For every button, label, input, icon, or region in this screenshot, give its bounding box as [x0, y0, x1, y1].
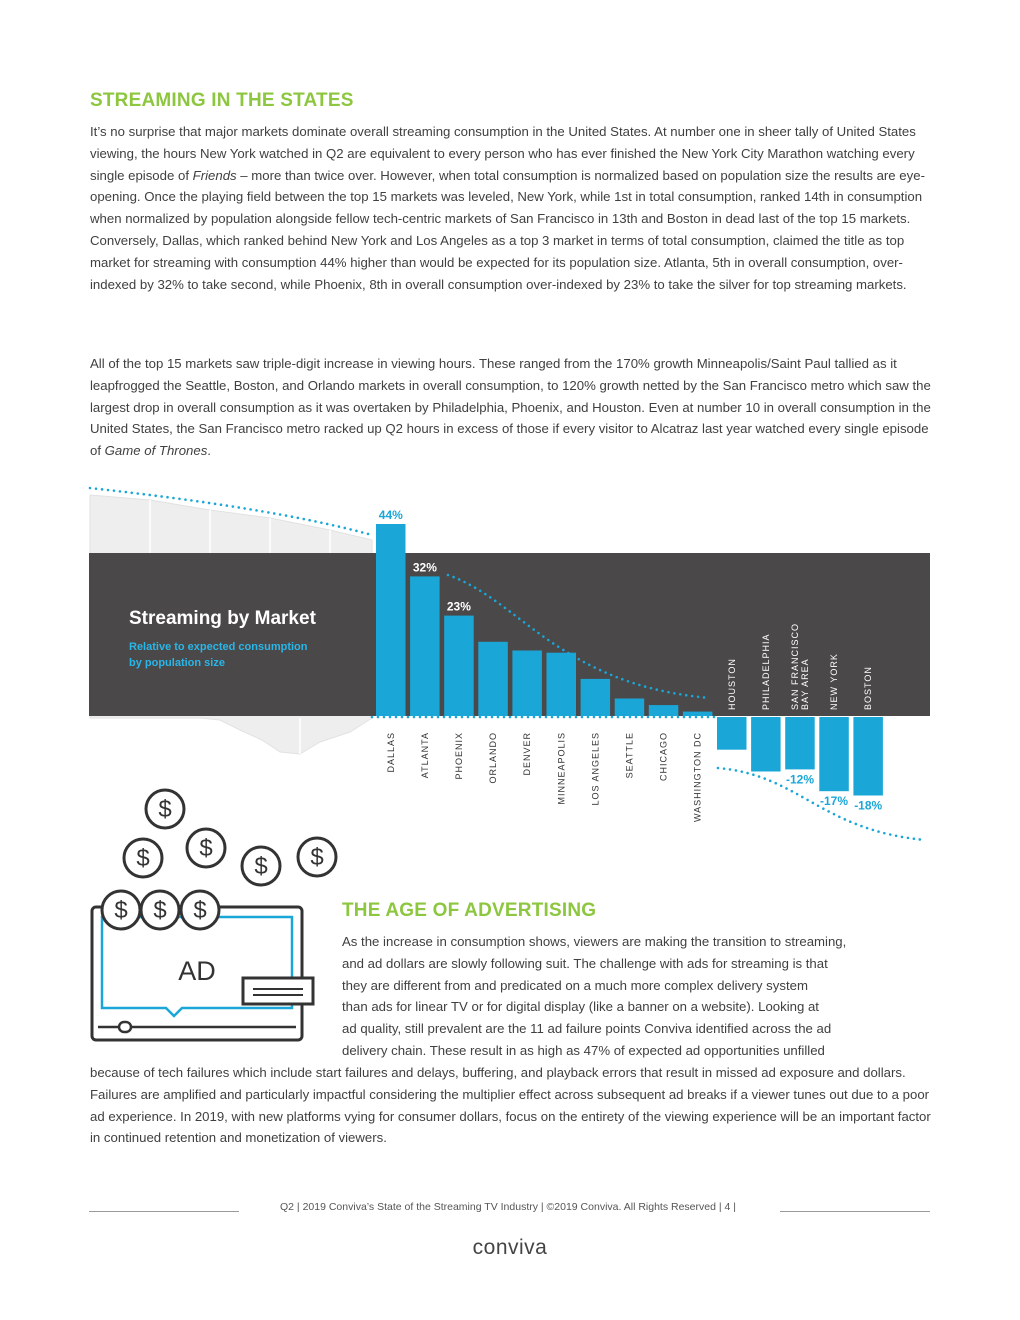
value-label: -18%	[854, 798, 883, 813]
banner-ad-icon	[243, 978, 313, 1004]
footer-rule-left	[89, 1211, 239, 1212]
category-label: ATLANTA	[419, 732, 430, 779]
category-label: SAN FRANCISCO	[790, 622, 800, 710]
ad-illustration	[85, 780, 345, 1050]
category-label: PHOENIX	[453, 732, 464, 780]
dollar-sign-icon: $	[114, 897, 128, 924]
ad-text: AD	[178, 956, 216, 986]
category-label: MINNEAPOLIS	[556, 732, 567, 805]
footer-rule-right	[780, 1211, 930, 1212]
chart-subtitle-line-2: by population size	[129, 657, 225, 669]
advertising-line: delivery chain. These result in as high as 47% of expected ad opportunities unfilled	[342, 1042, 825, 1058]
bar-denver	[512, 651, 542, 717]
category-label: HOUSTON	[726, 658, 737, 710]
bar-san-francisco-bay-area	[785, 717, 815, 769]
bar-philadelphia	[751, 717, 781, 772]
advertising-paragraph-rest: because of tech failures which include start failures and delays, buffering, and playback errors that result in missed ad exposure and dollars. Failures are amplified and particularly impactful considering the multiplier effect across subsequent ad breaks if a viewer tunes out due to a poor ad experience. In 2019, with new platforms vying for consumer dollars, focus on the entirety of the viewing experience will be an important factor in continued retention and monetization of viewers.	[90, 1065, 931, 1146]
bar-dallas	[376, 524, 406, 716]
dollar-sign-icon: $	[153, 897, 167, 924]
advertising-line: As the increase in consumption shows, viewers are making the transition to streaming,	[342, 934, 847, 949]
advertising-line: and ad dollars are slowly following suit. The challenge with ads for streaming is that	[342, 955, 828, 971]
streaming-paragraph-1: It’s no surprise that major markets dominate overall streaming consumption in the United States. At number one in sheer tally of United States viewing, the hours New York watched in Q2 are equivalent to every person who has ever finished the New York City Marathon watching every single episode of Friends – more than twice over. However, when total consumption is normalized based on population size the results are eye-opening. Once the playing field between the top 15 markets was leveled, New York, while 1st in total consumption, ranked 14th in consumption when normalized by population alongside fellow tech-centric markets of San Francisco in 13th and Boston in dead last of the top 15 markets. Conversely, Dallas, which ranked behind New York and Los Angeles as a top 3 market in terms of total consumption, claimed the title as top market for streaming with consumption 44% higher than would be expected for its population size. Atlanta, 5th in overall consumption, over-indexed by 32% to take second, while Phoenix, 8th in overall consumption over-indexed by 23% to take the silver for top streaming markets.	[90, 124, 925, 292]
bar-seattle	[615, 699, 645, 717]
section-heading-streaming: STREAMING IN THE STATES	[90, 90, 354, 111]
category-label: ORLANDO	[488, 732, 499, 784]
dollar-sign-icon: $	[254, 853, 268, 880]
category-label: PHILADELPHIA	[760, 633, 771, 710]
streaming-paragraph-2: All of the top 15 markets saw triple-digit increase in viewing hours. These ranged from the 170% growth Minneapolis/Saint Paul tallied as it leapfrogged the Seattle, Boston, and Orlando markets in overall consumption, to 120% growth netted by the San Francisco metro which saw the largest drop in overall consumption as it was overtaken by Philadelphia, Phoenix, and Houston. Even at number 10 in overall consumption in the United States, the San Francisco metro racked up Q2 hours in excess of those if every visitor to Alcatraz last year watched every single episode of Game of Thrones.	[90, 356, 931, 459]
bar-atlanta	[410, 576, 440, 716]
category-label: NEW YORK	[829, 653, 839, 710]
bar-boston	[853, 717, 883, 796]
play-control-icon	[119, 1022, 131, 1032]
value-label: 32%	[412, 560, 437, 575]
value-label: -17%	[819, 794, 849, 809]
conviva-logo: conviva	[472, 1236, 548, 1259]
category-label: WASHINGTON DC	[692, 732, 703, 823]
value-label: 44%	[378, 508, 403, 522]
bar-washington-dc	[683, 712, 713, 716]
value-label: -12%	[785, 772, 815, 787]
dollar-sign-icon: $	[199, 835, 213, 862]
category-label: SEATTLE	[624, 732, 635, 779]
dollar-sign-icon: $	[136, 845, 150, 872]
advertising-paragraph-narrow	[342, 931, 934, 1062]
bar-new-york	[819, 717, 849, 791]
chart-subtitle-line-1: Relative to expected consumption	[129, 641, 308, 653]
category-label: CHICAGO	[658, 732, 669, 782]
dollar-sign-icon: $	[193, 897, 207, 924]
category-label: DALLAS	[385, 732, 396, 773]
advertising-line: than ads for linear TV or for digital display (like a banner on a website). Looking at	[342, 999, 819, 1015]
value-label: 23%	[446, 599, 471, 614]
category-label: DENVER	[522, 732, 533, 776]
dollar-sign-icon: $	[310, 844, 324, 871]
section-heading-advertising: THE AGE OF ADVERTISING	[342, 900, 597, 921]
category-label: BAY AREA	[800, 658, 810, 710]
advertising-line: ad quality, still prevalent are the 11 ad failure points Conviva identified across the ad	[342, 1021, 832, 1037]
bar-chicago	[649, 705, 679, 716]
category-label: BOSTON	[863, 666, 874, 710]
dollar-sign-icon: $	[158, 796, 172, 823]
category-label: LOS ANGELES	[590, 732, 601, 806]
bar-houston	[717, 717, 747, 750]
advertising-line: they are different from and predicated on a much more complex delivery system	[342, 977, 808, 993]
bar-orlando	[478, 642, 508, 716]
bar-los-angeles	[581, 679, 611, 716]
footer-text: Q2 | 2019 Conviva’s State of the Streaming TV Industry | ©2019 Conviva. All Rights Reserved | 4 |	[280, 1201, 736, 1213]
chart-title: Streaming by Market	[129, 608, 316, 629]
bar-minneapolis	[547, 653, 577, 716]
bar-phoenix	[444, 616, 474, 716]
